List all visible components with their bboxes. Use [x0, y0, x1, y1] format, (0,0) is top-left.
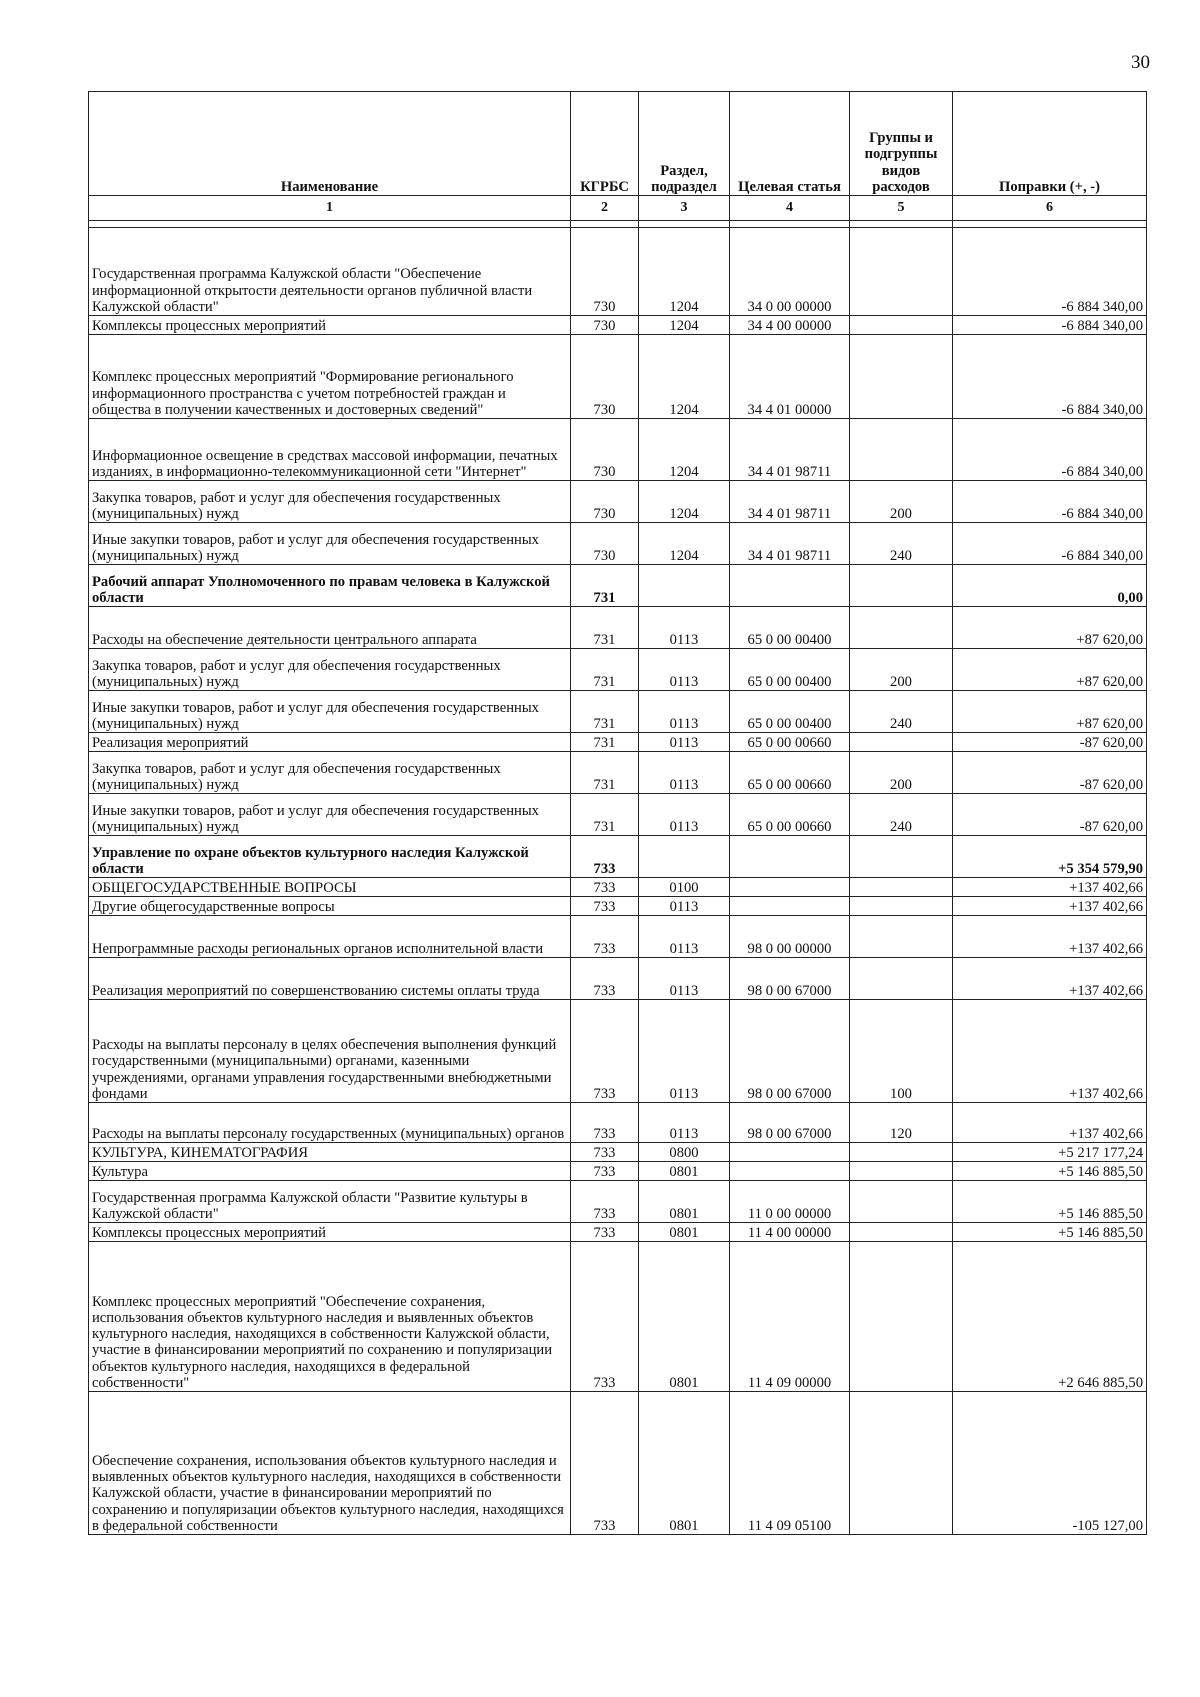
- row-kgrbs: 730: [571, 335, 639, 419]
- table-row: [89, 1000, 1147, 1103]
- row-razdel: 1204: [639, 523, 730, 565]
- row-razdel: 0801: [639, 1181, 730, 1223]
- row-kgrbs: 733: [571, 1392, 639, 1535]
- row-kgrbs: 733: [571, 1103, 639, 1143]
- row-amount: +87 620,00: [953, 691, 1147, 733]
- table-row: [89, 1162, 1147, 1181]
- column-number: 5: [850, 196, 953, 221]
- row-expense-group: [850, 1223, 953, 1242]
- table-row: [89, 691, 1147, 733]
- row-amount: -6 884 340,00: [953, 335, 1147, 419]
- row-target-article: 11 4 09 05100: [730, 1392, 850, 1535]
- page-number: 30: [1131, 52, 1150, 73]
- row-name: ОБЩЕГОСУДАРСТВЕННЫЕ ВОПРОСЫ: [89, 878, 571, 897]
- row-name: Культура: [89, 1162, 571, 1181]
- row-name: Расходы на обеспечение деятельности центрального аппарата: [89, 607, 571, 649]
- table-row: [89, 1143, 1147, 1162]
- row-kgrbs: 731: [571, 733, 639, 752]
- row-razdel: 0113: [639, 897, 730, 916]
- row-kgrbs: 731: [571, 794, 639, 836]
- spacer-cell: [571, 221, 639, 228]
- row-name: Комплекс процессных мероприятий "Формирование регионального информационного пространства с учетом потребностей граждан и общества в получении качественных и достоверных сведений": [89, 335, 571, 419]
- row-kgrbs: 733: [571, 1181, 639, 1223]
- row-kgrbs: 733: [571, 1223, 639, 1242]
- row-target-article: 65 0 00 00400: [730, 691, 850, 733]
- row-kgrbs: 731: [571, 649, 639, 691]
- row-kgrbs: 733: [571, 1242, 639, 1392]
- table-row: [89, 228, 1147, 316]
- row-expense-group: 240: [850, 794, 953, 836]
- column-number: 4: [730, 196, 850, 221]
- row-target-article: 34 4 01 98711: [730, 481, 850, 523]
- header-amendments: Поправки (+, -): [953, 92, 1147, 196]
- spacer-cell: [953, 221, 1147, 228]
- row-amount: +5 146 885,50: [953, 1181, 1147, 1223]
- header-kgrbs: КГРБС: [571, 92, 639, 196]
- row-name: Закупка товаров, работ и услуг для обеспечения государственных (муниципальных) нужд: [89, 649, 571, 691]
- row-expense-group: [850, 335, 953, 419]
- row-razdel: 0100: [639, 878, 730, 897]
- table-body: [89, 228, 1147, 1535]
- row-amount: +137 402,66: [953, 916, 1147, 958]
- row-razdel: [639, 836, 730, 878]
- table-row: [89, 419, 1147, 481]
- row-target-article: 98 0 00 00000: [730, 916, 850, 958]
- row-amount: +137 402,66: [953, 958, 1147, 1000]
- table-row: [89, 916, 1147, 958]
- header-expense-group: Группы и подгруппы видов расходов: [850, 92, 953, 196]
- row-amount: +5 217 177,24: [953, 1143, 1147, 1162]
- row-amount: -6 884 340,00: [953, 316, 1147, 335]
- row-target-article: 34 0 00 00000: [730, 228, 850, 316]
- row-razdel: 0113: [639, 733, 730, 752]
- row-kgrbs: 733: [571, 1162, 639, 1181]
- row-target-article: 11 4 09 00000: [730, 1242, 850, 1392]
- row-name: Комплекс процессных мероприятий "Обеспечение сохранения, использования объектов культурного наследия и выявленных объектов культурного наследия, находящихся в собственности Калужской области, участие в финансировании мероприятий по сохранению и популяризации объектов культурного наследия, находящихся в федеральной собственности": [89, 1242, 571, 1392]
- row-name: Иные закупки товаров, работ и услуг для обеспечения государственных (муниципальных) нужд: [89, 794, 571, 836]
- table-row: [89, 523, 1147, 565]
- row-name: Другие общегосударственные вопросы: [89, 897, 571, 916]
- row-expense-group: [850, 878, 953, 897]
- row-expense-group: 240: [850, 523, 953, 565]
- budget-amendments-table: [88, 91, 1147, 1535]
- row-kgrbs: 733: [571, 916, 639, 958]
- row-name: Закупка товаров, работ и услуг для обеспечения государственных (муниципальных) нужд: [89, 752, 571, 794]
- row-target-article: [730, 897, 850, 916]
- row-expense-group: 200: [850, 649, 953, 691]
- row-kgrbs: 731: [571, 565, 639, 607]
- row-name: Расходы на выплаты персоналу государственных (муниципальных) органов: [89, 1103, 571, 1143]
- row-razdel: 1204: [639, 481, 730, 523]
- row-razdel: 1204: [639, 335, 730, 419]
- row-kgrbs: 730: [571, 316, 639, 335]
- spacer-cell: [639, 221, 730, 228]
- row-razdel: 0801: [639, 1242, 730, 1392]
- header-target-article: Целевая статья: [730, 92, 850, 196]
- row-amount: -6 884 340,00: [953, 419, 1147, 481]
- row-expense-group: [850, 1162, 953, 1181]
- row-razdel: 0113: [639, 794, 730, 836]
- header-row: [89, 92, 1147, 196]
- row-kgrbs: 730: [571, 228, 639, 316]
- row-razdel: 0113: [639, 752, 730, 794]
- table-row: [89, 335, 1147, 419]
- row-target-article: 98 0 00 67000: [730, 1000, 850, 1103]
- row-kgrbs: 733: [571, 878, 639, 897]
- row-expense-group: [850, 836, 953, 878]
- row-expense-group: [850, 607, 953, 649]
- table-row: [89, 752, 1147, 794]
- row-kgrbs: 730: [571, 481, 639, 523]
- row-expense-group: [850, 916, 953, 958]
- row-name: Закупка товаров, работ и услуг для обеспечения государственных (муниципальных) нужд: [89, 481, 571, 523]
- row-expense-group: [850, 1392, 953, 1535]
- row-name: Непрограммные расходы региональных органов исполнительной власти: [89, 916, 571, 958]
- row-target-article: 98 0 00 67000: [730, 958, 850, 1000]
- row-target-article: [730, 1143, 850, 1162]
- header-razdel: Раздел, подраздел: [639, 92, 730, 196]
- row-expense-group: [850, 1143, 953, 1162]
- row-target-article: 98 0 00 67000: [730, 1103, 850, 1143]
- row-target-article: [730, 878, 850, 897]
- row-target-article: 34 4 00 00000: [730, 316, 850, 335]
- row-razdel: 1204: [639, 419, 730, 481]
- column-number-row: [89, 196, 1147, 221]
- column-number: 3: [639, 196, 730, 221]
- row-expense-group: 200: [850, 752, 953, 794]
- table-row: [89, 958, 1147, 1000]
- row-amount: +137 402,66: [953, 897, 1147, 916]
- row-kgrbs: 733: [571, 1000, 639, 1103]
- row-amount: -87 620,00: [953, 794, 1147, 836]
- row-name: Расходы на выплаты персоналу в целях обеспечения выполнения функций государственными (муниципальными) органами, казенными учреждениями, органами управления государственными внебюджетными фондами: [89, 1000, 571, 1103]
- spacer-cell: [89, 221, 571, 228]
- row-expense-group: 240: [850, 691, 953, 733]
- row-amount: +87 620,00: [953, 649, 1147, 691]
- row-target-article: 65 0 00 00660: [730, 794, 850, 836]
- column-number: 1: [89, 196, 571, 221]
- row-razdel: [639, 565, 730, 607]
- row-razdel: 1204: [639, 316, 730, 335]
- table-row: [89, 1181, 1147, 1223]
- row-razdel: 0113: [639, 1103, 730, 1143]
- row-target-article: [730, 1162, 850, 1181]
- row-name: Иные закупки товаров, работ и услуг для обеспечения государственных (муниципальных) нужд: [89, 523, 571, 565]
- table-row: [89, 649, 1147, 691]
- spacer-row: [89, 221, 1147, 228]
- row-target-article: 11 4 00 00000: [730, 1223, 850, 1242]
- row-target-article: 65 0 00 00400: [730, 607, 850, 649]
- row-amount: -87 620,00: [953, 752, 1147, 794]
- row-amount: +2 646 885,50: [953, 1242, 1147, 1392]
- row-name: Реализация мероприятий: [89, 733, 571, 752]
- row-kgrbs: 733: [571, 836, 639, 878]
- table-row: [89, 565, 1147, 607]
- row-kgrbs: 733: [571, 958, 639, 1000]
- table-row: [89, 836, 1147, 878]
- row-razdel: 0801: [639, 1162, 730, 1181]
- spacer-cell: [730, 221, 850, 228]
- row-target-article: 65 0 00 00660: [730, 733, 850, 752]
- row-amount: +137 402,66: [953, 878, 1147, 897]
- row-amount: -6 884 340,00: [953, 228, 1147, 316]
- row-razdel: 0800: [639, 1143, 730, 1162]
- row-amount: -105 127,00: [953, 1392, 1147, 1535]
- row-razdel: 0113: [639, 1000, 730, 1103]
- row-amount: +137 402,66: [953, 1000, 1147, 1103]
- row-expense-group: 100: [850, 1000, 953, 1103]
- row-razdel: 0113: [639, 607, 730, 649]
- row-amount: +5 354 579,90: [953, 836, 1147, 878]
- row-razdel: 1204: [639, 228, 730, 316]
- row-name: Государственная программа Калужской области "Развитие культуры в Калужской области": [89, 1181, 571, 1223]
- row-expense-group: [850, 316, 953, 335]
- row-expense-group: [850, 897, 953, 916]
- table-row: [89, 1242, 1147, 1392]
- row-amount: +87 620,00: [953, 607, 1147, 649]
- row-kgrbs: 731: [571, 691, 639, 733]
- row-kgrbs: 730: [571, 523, 639, 565]
- row-expense-group: [850, 1181, 953, 1223]
- row-name: Реализация мероприятий по совершенствованию системы оплаты труда: [89, 958, 571, 1000]
- row-razdel: 0801: [639, 1392, 730, 1535]
- table-row: [89, 1392, 1147, 1535]
- row-amount: +137 402,66: [953, 1103, 1147, 1143]
- row-razdel: 0113: [639, 958, 730, 1000]
- table-row: [89, 878, 1147, 897]
- row-target-article: 34 4 01 98711: [730, 419, 850, 481]
- row-amount: -6 884 340,00: [953, 523, 1147, 565]
- row-name: Иные закупки товаров, работ и услуг для обеспечения государственных (муниципальных) нужд: [89, 691, 571, 733]
- header-name: Наименование: [89, 92, 571, 196]
- table-row: [89, 316, 1147, 335]
- row-razdel: 0113: [639, 649, 730, 691]
- row-target-article: 11 0 00 00000: [730, 1181, 850, 1223]
- row-name: Комплексы процессных мероприятий: [89, 316, 571, 335]
- row-expense-group: 120: [850, 1103, 953, 1143]
- row-expense-group: 200: [850, 481, 953, 523]
- table-row: [89, 607, 1147, 649]
- row-target-article: [730, 565, 850, 607]
- row-target-article: [730, 836, 850, 878]
- column-number: 2: [571, 196, 639, 221]
- row-razdel: 0113: [639, 691, 730, 733]
- table-row: [89, 1103, 1147, 1143]
- row-name: Комплексы процессных мероприятий: [89, 1223, 571, 1242]
- row-target-article: 65 0 00 00660: [730, 752, 850, 794]
- table-row: [89, 481, 1147, 523]
- table-row: [89, 1223, 1147, 1242]
- row-target-article: 34 4 01 00000: [730, 335, 850, 419]
- row-expense-group: [850, 565, 953, 607]
- row-target-article: 65 0 00 00400: [730, 649, 850, 691]
- row-amount: -87 620,00: [953, 733, 1147, 752]
- row-expense-group: [850, 419, 953, 481]
- row-target-article: 34 4 01 98711: [730, 523, 850, 565]
- row-expense-group: [850, 228, 953, 316]
- row-kgrbs: 733: [571, 1143, 639, 1162]
- row-name: Управление по охране объектов культурного наследия Калужской области: [89, 836, 571, 878]
- row-name: Информационное освещение в средствах массовой информации, печатных изданиях, в информационно-телекоммуникационной сети "Интернет": [89, 419, 571, 481]
- row-amount: 0,00: [953, 565, 1147, 607]
- row-expense-group: [850, 958, 953, 1000]
- row-amount: -6 884 340,00: [953, 481, 1147, 523]
- table-row: [89, 794, 1147, 836]
- row-expense-group: [850, 1242, 953, 1392]
- row-name: Обеспечение сохранения, использования объектов культурного наследия и выявленных объектов культурного наследия, находящихся в собственности Калужской области, участие в финансировании мероприятий по сохранению и популяризации объектов культурного наследия, находящихся в федеральной собственности: [89, 1392, 571, 1535]
- row-kgrbs: 731: [571, 752, 639, 794]
- row-name: Государственная программа Калужской области "Обеспечение информационной открытости деятельности органов публичной власти Калужской области": [89, 228, 571, 316]
- row-name: КУЛЬТУРА, КИНЕМАТОГРАФИЯ: [89, 1143, 571, 1162]
- row-expense-group: [850, 733, 953, 752]
- row-kgrbs: 731: [571, 607, 639, 649]
- column-number: 6: [953, 196, 1147, 221]
- row-razdel: 0801: [639, 1223, 730, 1242]
- row-razdel: 0113: [639, 916, 730, 958]
- row-amount: +5 146 885,50: [953, 1223, 1147, 1242]
- row-name: Рабочий аппарат Уполномоченного по правам человека в Калужской области: [89, 565, 571, 607]
- spacer-cell: [850, 221, 953, 228]
- table-row: [89, 733, 1147, 752]
- table-row: [89, 897, 1147, 916]
- row-kgrbs: 733: [571, 897, 639, 916]
- row-amount: +5 146 885,50: [953, 1162, 1147, 1181]
- row-kgrbs: 730: [571, 419, 639, 481]
